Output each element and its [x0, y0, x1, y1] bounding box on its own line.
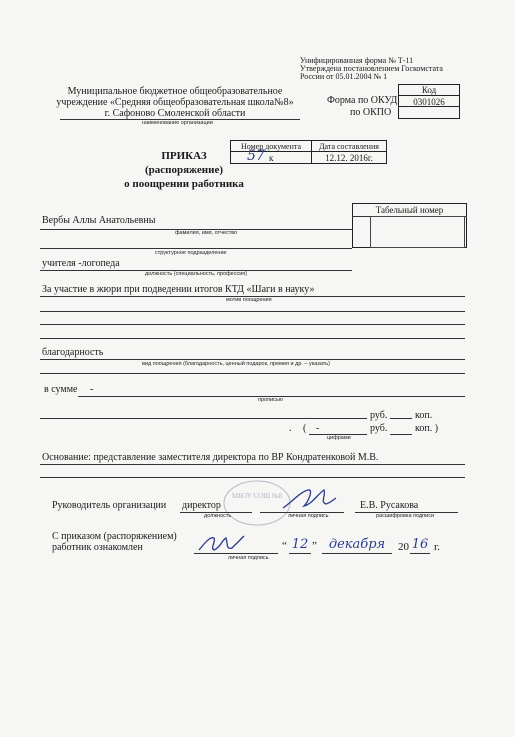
doc-date-header: Дата составления — [311, 140, 387, 152]
sum-words-caption: прописью — [258, 397, 283, 403]
kod-header: Код — [398, 84, 460, 95]
doc-number-value: 57 — [247, 148, 265, 164]
sum-kop-line-2 — [390, 434, 412, 435]
reward-line-2 — [40, 373, 465, 374]
employee-position-caption: должность (специальность, профессия) — [145, 271, 248, 277]
sum-rub-2: руб. — [370, 423, 388, 434]
form-line-1: Унифицированная форма № Т-11 — [300, 56, 414, 65]
employee-unit-line — [40, 248, 352, 249]
sum-kop-1: коп. — [415, 410, 433, 421]
basis-line — [40, 464, 465, 465]
reward-caption: вид поощрения (благодарность, ценный подарок, премия и др. – указать) — [142, 361, 330, 367]
date-year-prefix: 20 — [398, 541, 409, 553]
sum-digits-caption: цифрами — [327, 435, 351, 441]
stamp-text: МБОУ СОШ №8 — [231, 492, 283, 500]
basis-text: Основание: представление заместителя директора по ВР Кондратенковой М.В. — [42, 452, 379, 463]
doc-date-value: 12.12. 2016г. — [311, 151, 387, 164]
date-month: декабря — [328, 537, 386, 552]
reward-text: благодарность — [42, 347, 104, 358]
head-name: Е.В. Русакова — [360, 500, 419, 511]
head-signature — [278, 484, 338, 514]
head-sign-caption: личная подпись — [288, 513, 329, 519]
sum-label: в сумме — [44, 384, 78, 395]
employee-position: учителя -логопеда — [42, 258, 120, 269]
sum-rub-1: руб. — [370, 410, 388, 421]
date-quote-open: “ — [282, 540, 287, 552]
date-year-line — [410, 553, 430, 554]
okpo-value — [398, 107, 460, 119]
doc-number-cell — [230, 148, 312, 164]
date-day: 12 — [291, 537, 309, 552]
org-line-3: г. Сафоново Смоленской области — [104, 108, 246, 119]
motive-line-2 — [40, 311, 465, 312]
acquainted-line-2: работник ознакомлен — [52, 542, 143, 553]
sum-open-paren: ( — [303, 423, 307, 434]
date-month-line — [322, 553, 392, 554]
date-quote-close: ” — [312, 540, 317, 552]
motive-line-4 — [40, 338, 465, 339]
sum-digits-dash: - — [316, 423, 320, 434]
sum-words-line-2 — [40, 418, 367, 419]
org-caption: наименование организации — [142, 120, 213, 126]
employee-name-caption: фамилия, имя, отчество — [175, 230, 238, 236]
acquainted-sign-caption: личная подпись — [228, 555, 269, 561]
okud-label: Форма по ОКУД — [327, 95, 398, 106]
employee-name: Вербы Аллы Анатольевны — [42, 215, 156, 226]
tab-number-value-cell — [370, 216, 465, 248]
title-rasporyazhenie: (распоряжение) — [144, 164, 223, 176]
date-year-suffix: г. — [434, 541, 441, 553]
doc-number-suffix: к — [269, 153, 274, 163]
acquainted-line-1: С приказом (распоряжением) — [52, 531, 177, 542]
reward-line — [40, 359, 465, 360]
tab-number-label: Табельный номер — [375, 205, 444, 215]
date-year: 16 — [411, 537, 429, 552]
okud-value: 0301026 — [398, 95, 460, 107]
org-line-1: Муниципальное бюджетное общеобразовательное — [67, 86, 283, 97]
form-line-2: Утверждена постановлением Госкомстата — [300, 64, 443, 73]
head-label: Руководитель организации — [52, 500, 167, 511]
title-subject: о поощрении работника — [124, 178, 244, 190]
sum-kop-2: коп. ) — [415, 423, 439, 434]
head-position: директор — [182, 500, 221, 511]
motive-text: За участие в жюри при подведении итогов КТД «Шаги в науку» — [42, 284, 315, 295]
okpo-label: по ОКПО — [350, 107, 392, 118]
form-line-3: России от 05.01.2004 № 1 — [300, 72, 388, 81]
employee-unit-caption: структурное подразделение — [155, 250, 227, 256]
sum-kop-line-1 — [390, 418, 412, 419]
sum-dot: . — [289, 423, 292, 434]
motive-line-3 — [40, 324, 465, 325]
org-line-2: учреждение «Средняя общеобразовательная школа№8» — [56, 97, 294, 108]
motive-caption: мотив поощрения — [226, 297, 272, 303]
sum-dash: - — [90, 384, 94, 395]
acquainted-sign-line — [194, 553, 278, 554]
title-prikaz: ПРИКАЗ — [161, 150, 207, 162]
head-position-caption: должность — [204, 513, 232, 519]
date-day-line — [289, 553, 311, 554]
doc-number-header: Номер документа — [230, 140, 312, 152]
head-name-caption: расшифровка подписи — [376, 513, 435, 519]
